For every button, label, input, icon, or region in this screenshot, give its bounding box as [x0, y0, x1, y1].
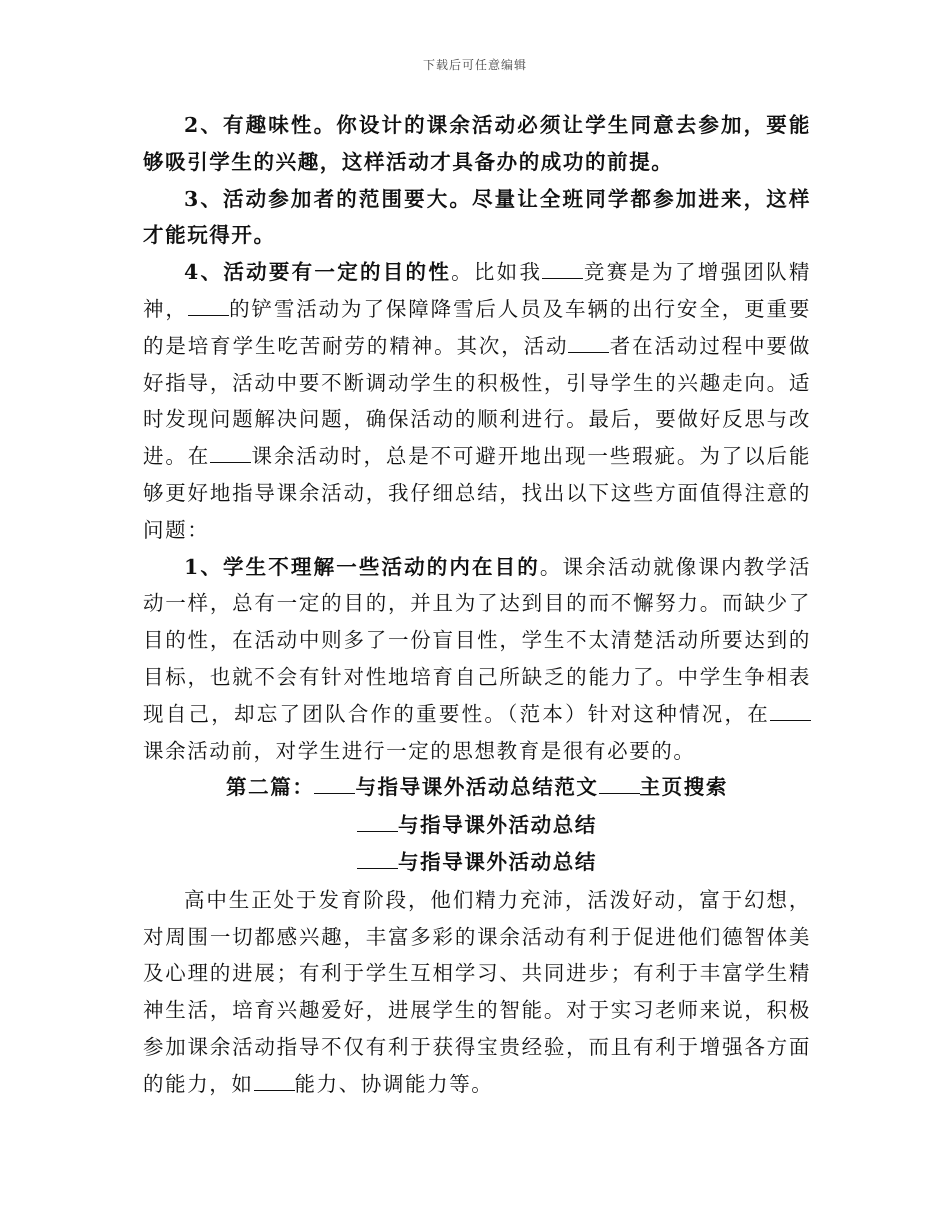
- text-run: 。课余活动就像课内教学活动一样，总有一定的目的，并且为了达到目的而不懈努力。而缺少了目的性，在活动中则多了一份盲目性，学生不太清楚活动所要达到的目标，也就不会有针对性地培育自己所缺乏的能力了。中学生争相表现自己，却忘了团队合作的重要性。（范本）针对这种情况，在: [143, 554, 811, 726]
- blank-line: [770, 699, 811, 721]
- text-run: 课余活动时，总是不可避开地出现一些瑕疵。为了以后能够更好地指导课余活动，我仔细总结，找出以下这些方面值得注意的问题：: [143, 444, 811, 542]
- paragraph-scope: 3、活动参加者的范围要大。尽量让全班同学都参加进来，这样才能玩得开。: [143, 186, 811, 248]
- paragraph-interest: 2、有趣味性。你设计的课余活动必须让学生同意去参加，要能够吸引学生的兴趣，这样活动才具备办的成功的前提。: [143, 113, 811, 174]
- paragraph-understanding-lead: 1、学生不理解一些活动的内在目的: [184, 554, 540, 579]
- heading-run: 与指导课外活动总结范文: [355, 775, 599, 800]
- text-run: 。比如我: [451, 260, 543, 285]
- blank-line: [357, 810, 398, 832]
- paragraph-understanding: [143, 549, 811, 770]
- blank-line: [568, 331, 609, 353]
- subheading: [143, 807, 811, 845]
- text-run: 者在活动过程中要做好指导，活动中要不断调动学生的积极性，引导学生的兴趣走向。适时发现问题解决问题，确保活动的顺利进行。最后，要做好反思与改进。在: [143, 333, 811, 469]
- paragraph-purpose: [143, 254, 811, 548]
- text-run: 课余活动前，对学生进行一定的思想教育是很有必要的。: [143, 738, 696, 763]
- heading-run: 与指导课外活动总结: [398, 812, 597, 837]
- blank-line: [210, 442, 251, 464]
- page-header-note: 下载后可任意编辑: [422, 58, 527, 72]
- subheading: [143, 844, 811, 882]
- text-run: 能力、协调能力等。: [294, 1071, 494, 1096]
- blank-line: [254, 1069, 295, 1091]
- paragraph-purpose-lead: 4、活动要有一定的目的性: [184, 260, 452, 285]
- text-run: 的铲雪活动为了保障降雪后人员及车辆的出行安全，更重要的是培育学生吃苦耐劳的精神。其次，活动: [143, 296, 811, 358]
- section-heading: [143, 769, 811, 807]
- paragraph-intro: [143, 882, 811, 1103]
- blank-line: [188, 294, 229, 316]
- blank-line: [357, 848, 398, 870]
- blank-line: [314, 773, 355, 795]
- blank-line: [542, 258, 583, 280]
- blank-line: [599, 773, 640, 795]
- heading-run: 主页搜索: [639, 775, 728, 800]
- heading-run: 第二篇：: [226, 775, 315, 800]
- heading-run: 与指导课外活动总结: [398, 850, 597, 875]
- text-run: 高中生正处于发育阶段，他们精力充沛，活泼好动，富于幻想，对周围一切都感兴趣，丰富多彩的课余活动有利于促进他们德智体美及心理的进展；有利于学生互相学习、共同进步；有利于丰富学生精神生活，培育兴趣爱好，进展学生的智能。对于实习老师来说，积极参加课余活动指导不仅有利于获得宝贵经验，而且有利于增强各方面的能力，如: [143, 887, 811, 1096]
- document-body: [143, 107, 811, 1103]
- text-run: 竞赛是为了增强团队精神，: [143, 260, 812, 321]
